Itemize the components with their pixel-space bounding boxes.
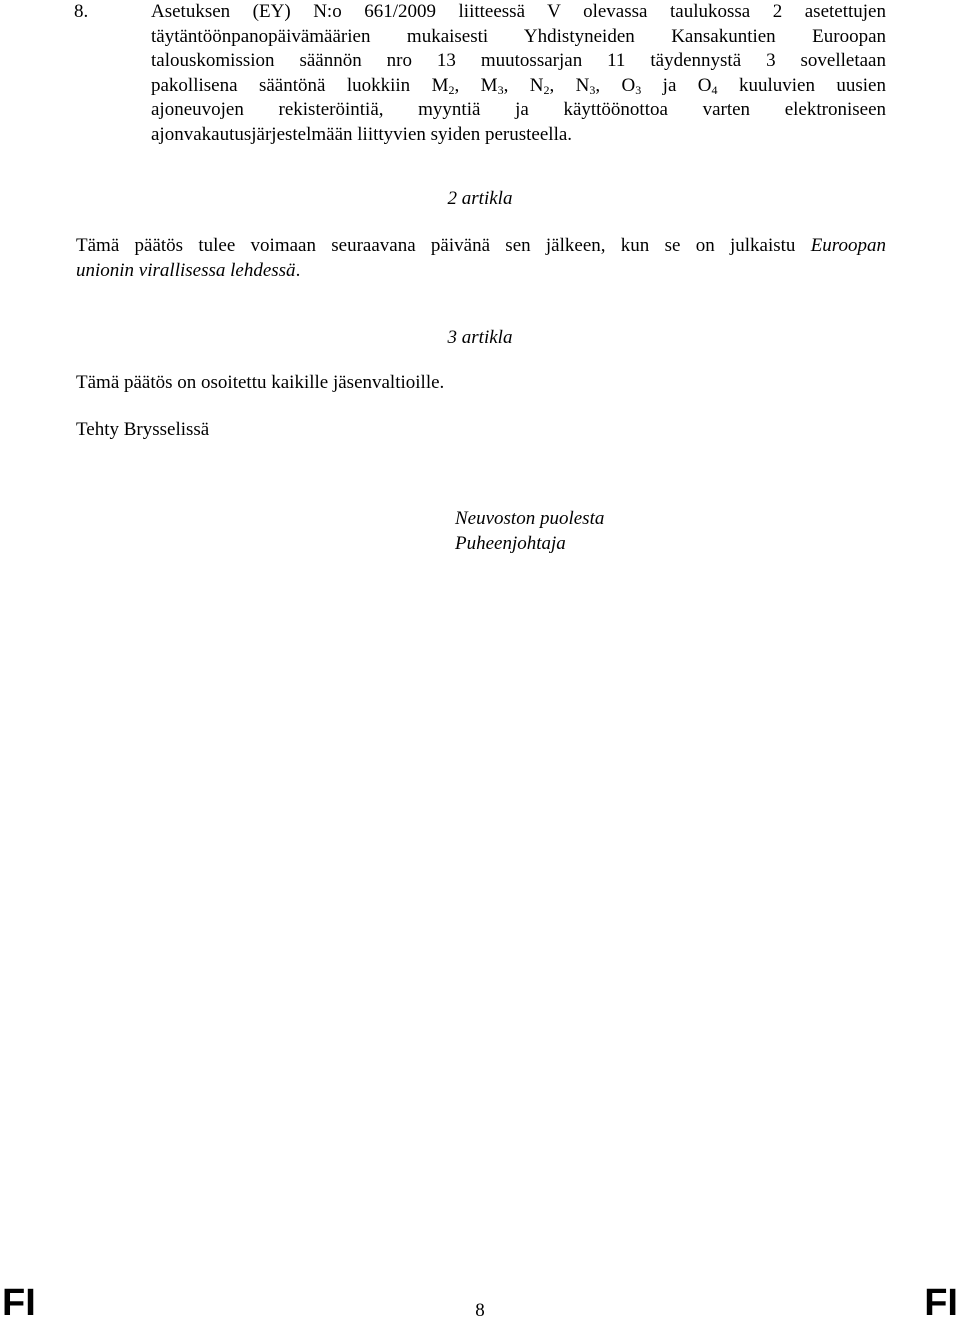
line-4-suffix: kuuluvien uusien — [717, 74, 886, 96]
article-3-paragraph — [76, 371, 886, 396]
subscript: 3 — [635, 82, 642, 97]
done-at-line — [76, 418, 886, 443]
footer-language-right: FI — [924, 1282, 958, 1324]
footer-language-left: FI — [2, 1282, 36, 1324]
signature-line-1: Neuvoston puolesta — [455, 508, 605, 529]
item-number: 8. — [74, 1, 89, 22]
article-3-heading: 3 artikla — [447, 327, 513, 348]
done-at-text: Tehty Brysselissä — [76, 419, 210, 440]
subscript: 3 — [589, 82, 596, 97]
article-2-paragraph — [76, 234, 886, 283]
article-3-text: Tämä päätös on osoitettu kaikille jäsenvaltioille. — [76, 372, 445, 393]
signature-line-2: Puheenjohtaja — [455, 532, 566, 554]
article-2-line-2 — [76, 259, 886, 284]
article-2-period: . — [295, 259, 301, 281]
numbered-item-8 — [74, 0, 886, 147]
item-line-1: Asetuksen (EY) N:o 661/2009 liitteessä V olevassa taulukossa 2 asetettujen — [151, 1, 886, 22]
subscript: 3 — [497, 82, 504, 97]
item-line-6: ajonvakautusjärjestelmään liittyvien syiden perusteella. — [151, 123, 573, 145]
signature-block — [455, 507, 604, 556]
subscript: 2 — [448, 82, 455, 97]
item-line-2: täytäntöönpanopäivämäärien mukaisesti Yhdistyneiden Kansakuntien Euroopan — [151, 25, 886, 47]
item-line-5: ajoneuvojen rekisteröintiä, myyntiä ja käyttöönottoa varten elektroniseen — [151, 99, 886, 120]
article-2-text: Tämä päätös tulee voimaan seuraavana päivänä sen jälkeen, kun se on julkaistu — [76, 235, 811, 256]
line-4-text: , M — [454, 74, 498, 96]
line-4-text: , O — [595, 74, 636, 96]
line-4-prefix: pakollisena sääntönä luokkiin M — [151, 74, 449, 96]
journal-name-start: Euroopan — [810, 235, 886, 256]
line-4-text: , N — [549, 74, 590, 96]
subscript: 4 — [711, 82, 718, 97]
item-line-4 — [151, 74, 886, 99]
item-text — [151, 0, 886, 147]
journal-name-end: unionin virallisessa lehdessä — [76, 259, 296, 281]
item-line-3: talouskomission säännön nro 13 muutossarjan 11 täydennystä 3 sovelletaan — [151, 50, 886, 71]
subscript: 2 — [543, 82, 550, 97]
page-number: 8 — [475, 1300, 485, 1321]
article-2-heading: 2 artikla — [447, 188, 513, 209]
article-2-line-1 — [76, 234, 886, 259]
line-4-text: , N — [503, 74, 544, 96]
line-4-text: ja O — [641, 74, 712, 96]
